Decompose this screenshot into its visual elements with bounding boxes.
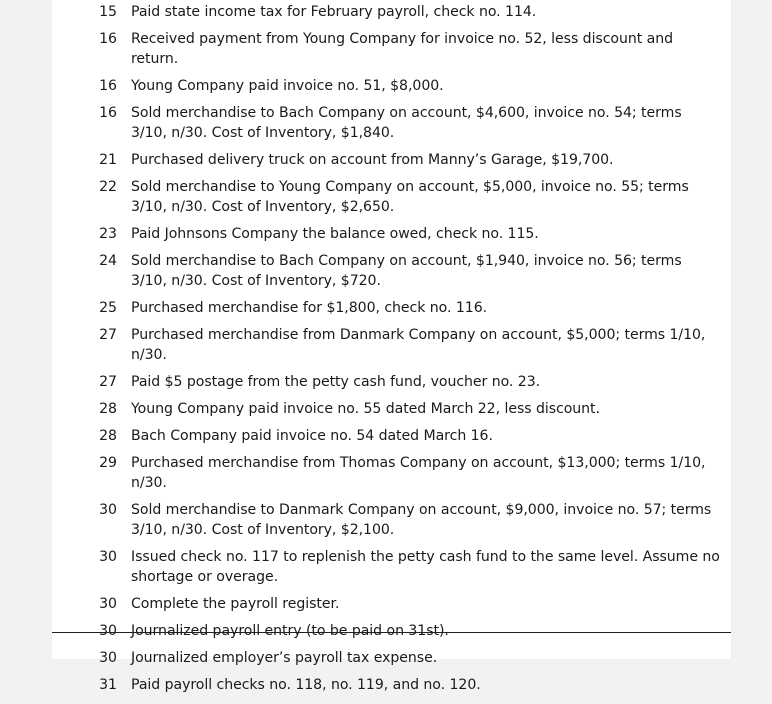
transaction-entry bbox=[52, 178, 731, 217]
entry-text: Sold merchandise to Bach Company on account, $4,600, invoice no. 54; terms 3/10, n/30. Cost of Inventory, $1,840. bbox=[131, 105, 682, 141]
entry-day: 30 bbox=[99, 650, 117, 667]
entry-text: Bach Company paid invoice no. 54 dated March 16. bbox=[131, 428, 493, 445]
entry-text: Received payment from Young Company for invoice no. 52, less discount and return. bbox=[131, 31, 674, 67]
entry-text: Purchased merchandise for $1,800, check no. 116. bbox=[131, 299, 488, 316]
entry-text: Paid $5 postage from the petty cash fund, voucher no. 23. bbox=[131, 373, 541, 390]
transaction-entry bbox=[52, 77, 731, 97]
transaction-entry bbox=[52, 501, 731, 540]
bottom-rule-divider bbox=[52, 632, 731, 633]
transaction-entry bbox=[52, 299, 731, 319]
entry-text: Complete the payroll register. bbox=[131, 595, 340, 612]
entry-day: 30 bbox=[99, 595, 117, 612]
entry-text: Sold merchandise to Young Company on account, $5,000, invoice no. 55; terms 3/10, n/30. Cost of Inventory, $2,650. bbox=[131, 179, 689, 215]
entry-day: 21 bbox=[99, 151, 117, 168]
entry-day: 16 bbox=[99, 31, 117, 48]
entry-text: Purchased delivery truck on account from Manny’s Garage, $19,700. bbox=[131, 151, 614, 168]
entry-day: 16 bbox=[99, 77, 117, 94]
entry-text: Young Company paid invoice no. 51, $8,000. bbox=[131, 77, 444, 94]
entry-day: 27 bbox=[99, 327, 117, 344]
entry-text: Purchased merchandise from Danmark Company on account, $5,000; terms 1/10, n/30. bbox=[131, 327, 706, 363]
transaction-entry bbox=[52, 548, 731, 587]
entry-day: 24 bbox=[99, 253, 117, 270]
entry-day: 22 bbox=[99, 179, 117, 196]
transaction-entry bbox=[52, 373, 731, 393]
entry-day: 25 bbox=[99, 299, 117, 316]
entry-text: Paid Johnsons Company the balance owed, check no. 115. bbox=[131, 225, 539, 242]
entry-text: Paid state income tax for February payroll, check no. 114. bbox=[131, 4, 537, 20]
entry-text: Purchased merchandise from Thomas Company on account, $13,000; terms 1/10, n/30. bbox=[131, 455, 706, 491]
document-page bbox=[52, 0, 731, 694]
entry-text: Issued check no. 117 to replenish the petty cash fund to the same level. Assume no shortage or overage. bbox=[131, 548, 720, 585]
transaction-entry bbox=[52, 3, 731, 23]
transaction-entry bbox=[52, 104, 731, 143]
transaction-entry bbox=[52, 400, 731, 420]
entry-text: Sold merchandise to Bach Company on account, $1,940, invoice no. 56; terms 3/10, n/30. Cost of Inventory, $720. bbox=[131, 253, 682, 289]
entry-day: 16 bbox=[99, 105, 117, 122]
entry-day: 29 bbox=[99, 455, 117, 472]
entry-day: 28 bbox=[99, 428, 117, 445]
transaction-entry bbox=[52, 30, 731, 69]
transaction-entry bbox=[52, 595, 731, 615]
transaction-entry bbox=[52, 326, 731, 365]
entry-text: Sold merchandise to Danmark Company on account, $9,000, invoice no. 57; terms 3/10, n/30. Cost of Inventory, $2,100. bbox=[131, 502, 712, 538]
entry-day: 28 bbox=[99, 401, 117, 418]
entry-text: Young Company paid invoice no. 55 dated March 22, less discount. bbox=[131, 401, 600, 418]
transaction-entry bbox=[52, 151, 731, 171]
transaction-entry bbox=[52, 225, 731, 245]
transaction-entry bbox=[52, 454, 731, 493]
entry-day: 30 bbox=[99, 502, 117, 519]
entry-text: Journalized employer’s payroll tax expense. bbox=[131, 650, 438, 667]
transaction-list bbox=[52, 3, 731, 704]
entry-day: 30 bbox=[99, 548, 117, 565]
transaction-entry bbox=[52, 427, 731, 447]
entry-day: 23 bbox=[99, 225, 117, 242]
entry-text: Journalized payroll entry (to be paid on 31st). bbox=[131, 622, 449, 639]
entry-day: 15 bbox=[99, 4, 117, 20]
entry-day: 27 bbox=[99, 373, 117, 390]
entry-day: 30 bbox=[99, 622, 117, 639]
entry-day: 31 bbox=[99, 677, 117, 694]
transaction-entry bbox=[52, 252, 731, 291]
entry-text: Paid payroll checks no. 118, no. 119, and no. 120. bbox=[131, 677, 481, 694]
transaction-entry bbox=[52, 676, 731, 696]
